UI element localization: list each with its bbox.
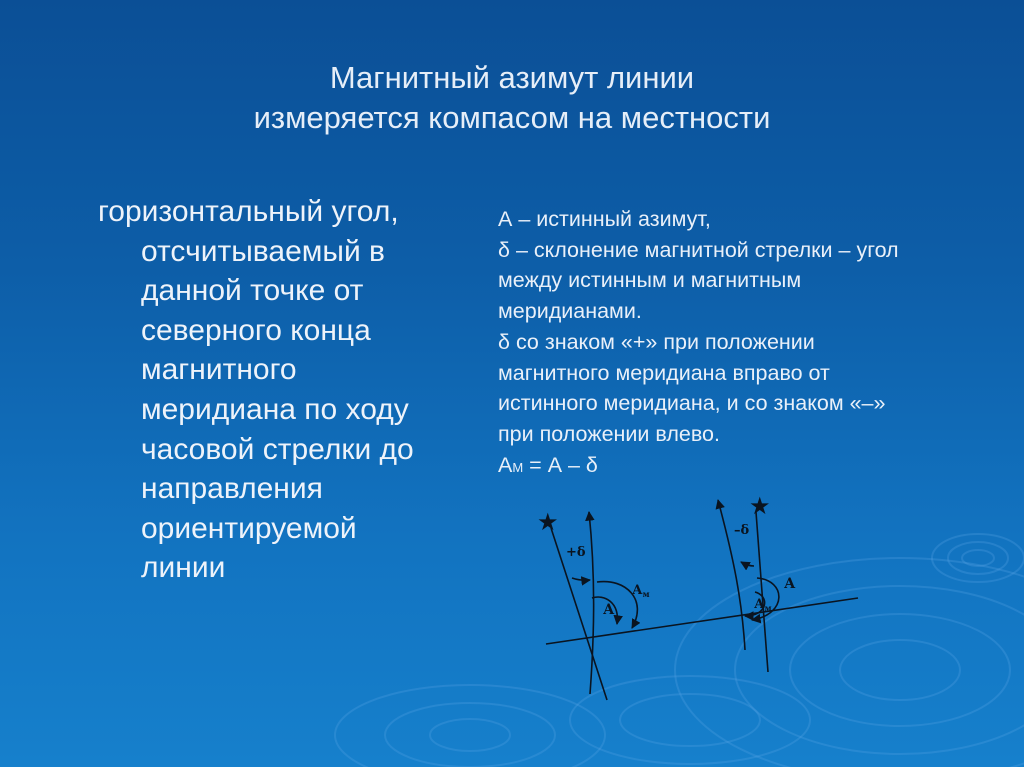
notes-text (498, 204, 998, 483)
declination-label-right: –δ (734, 523, 750, 538)
declination-arc-left (572, 578, 590, 580)
notes-line: δ со знаком «+» при положении (498, 329, 815, 354)
formula-subscript: М (512, 459, 524, 475)
declination-arc-right (741, 562, 754, 566)
definition-line: магнитного (141, 353, 297, 387)
definition-line: отсчитываемый в (141, 234, 385, 268)
magnetic-azimuth-label-left: $А_м$ (632, 583, 650, 599)
notes-line: меридианами. (498, 299, 642, 324)
magnetic-azimuth-label-right: $А_м$ (754, 597, 772, 613)
definition-line: линии (141, 551, 226, 585)
azimuth-label-right: А (784, 576, 796, 592)
definition-line: данной точке от (141, 274, 364, 308)
star-icon-left: ★ (537, 508, 559, 536)
azimuth-label-left: А (603, 602, 615, 618)
definition-line: горизонтальный угол, (98, 195, 399, 228)
slide-title (112, 58, 912, 138)
notes-line: истинного меридиана, и со знаком «–» (498, 391, 886, 416)
formula-a: А (498, 452, 513, 477)
star-icon-right: ★ (749, 492, 771, 520)
declination-label-left: +δ (566, 545, 586, 560)
formula-rest: = А – δ (523, 452, 598, 477)
title-line-2: измеряется компасом на местности (253, 100, 771, 135)
definition-line: меридиана по ходу (141, 392, 409, 426)
magnetic-meridian-left (589, 512, 594, 694)
definition-line: ориентируемой (141, 511, 357, 545)
notes-line: магнитного меридиана вправо от (498, 360, 830, 385)
azimuth-diagram (530, 486, 890, 710)
notes-line: δ – склонение магнитной стрелки – угол (498, 237, 899, 262)
true-meridian-right (756, 512, 768, 672)
notes-line: при положении влево. (498, 421, 720, 446)
notes-line: между истинным и магнитным (498, 268, 802, 293)
title-line-1: Магнитный азимут линии (329, 60, 695, 95)
definition-line: направления (141, 472, 323, 506)
formula (498, 450, 998, 484)
notes-line: А – истинный азимут, (498, 207, 711, 231)
definition-line: часовой стрелки до (141, 432, 414, 466)
definition-text (98, 192, 468, 588)
definition-line: северного конца (141, 313, 371, 347)
